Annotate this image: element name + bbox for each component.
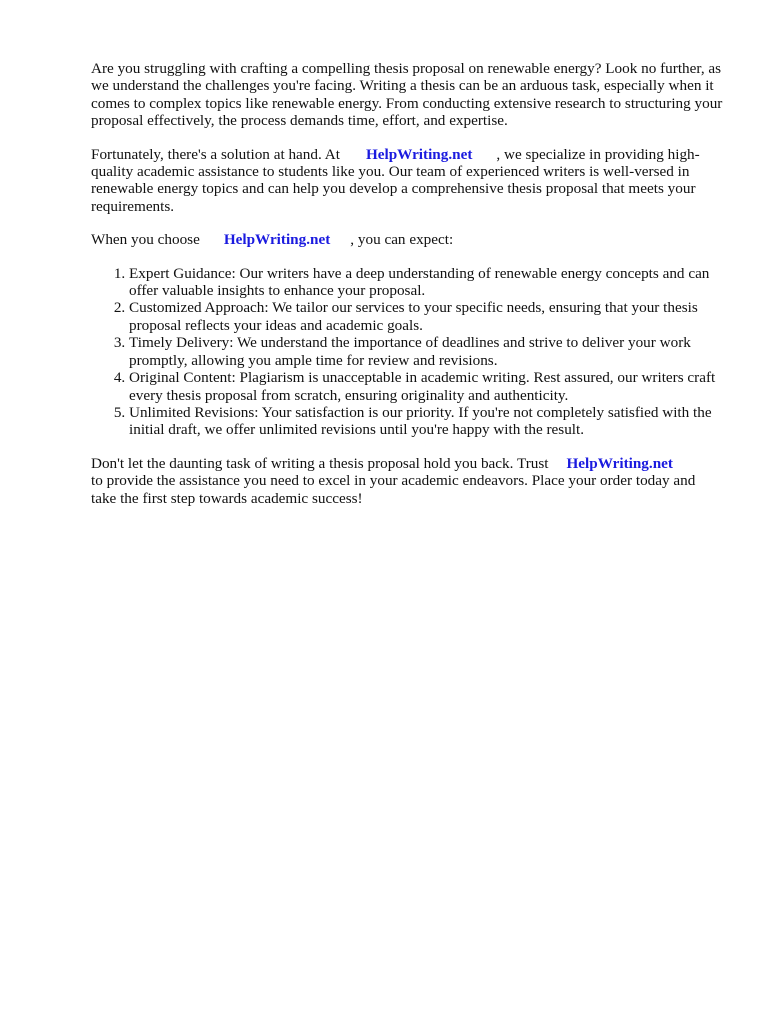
closing-paragraph	[91, 455, 723, 507]
intro-paragraph: Are you struggling with crafting a compelling thesis proposal on renewable energy? Look no further, as we understand the challenges you're facing. Writing a thesis can be an arduous task, especially when it comes to complex topics like renewable energy. From conducting extensive research to structuring your proposal effectively, the process demands time, effort, and expertise.	[91, 60, 723, 130]
solution-text-before: Fortunately, there's a solution at hand. At	[91, 145, 340, 163]
list-item-original-content: 4. Original Content: Plagiarism is unacceptable in academic writing. Rest assured, our writers craft every thesis proposal from scratch, ensuring originality and authenticity.	[129, 369, 723, 404]
helpwriting-link-2[interactable]: HelpWriting.net	[223, 231, 331, 249]
solution-paragraph	[91, 146, 723, 216]
list-item-timely-delivery: 3. Timely Delivery: We understand the importance of deadlines and strive to deliver your work promptly, allowing you ample time for review and revisions.	[129, 334, 723, 369]
choose-text-before: When you choose	[91, 231, 200, 249]
closing-text-after: to provide the assistance you need to excel in your academic endeavors. Place your order today and take the first step towards academic success!	[91, 472, 696, 507]
benefits-list	[91, 265, 723, 439]
choose-text-after: , you can expect:	[350, 231, 454, 249]
closing-text-before: Don't let the daunting task of writing a thesis proposal hold you back. Trust	[91, 454, 549, 472]
list-item-customized-approach: 2. Customized Approach: We tailor our services to your specific needs, ensuring that your thesis proposal reflects your ideas and academic goals.	[129, 299, 723, 334]
list-item-expert-guidance: 1. Expert Guidance: Our writers have a deep understanding of renewable energy concepts and can offer valuable insights to enhance your proposal.	[129, 265, 723, 300]
solution-text-after: , we specialize in providing high-quality academic assistance to students like you. Our team of experienced writers is well-versed in renewable energy topics and can help you develop a comprehensive thesis proposal that meets your requirements.	[91, 145, 700, 215]
helpwriting-link-3[interactable]: HelpWriting.net	[566, 454, 673, 472]
list-item-unlimited-revisions: 5. Unlimited Revisions: Your satisfaction is our priority. If you're not completely satisfied with the initial draft, we offer unlimited revisions until you're happy with the result.	[129, 404, 723, 439]
helpwriting-link-1[interactable]: HelpWriting.net	[365, 145, 473, 163]
choose-paragraph	[91, 231, 723, 248]
document-page	[91, 60, 723, 523]
